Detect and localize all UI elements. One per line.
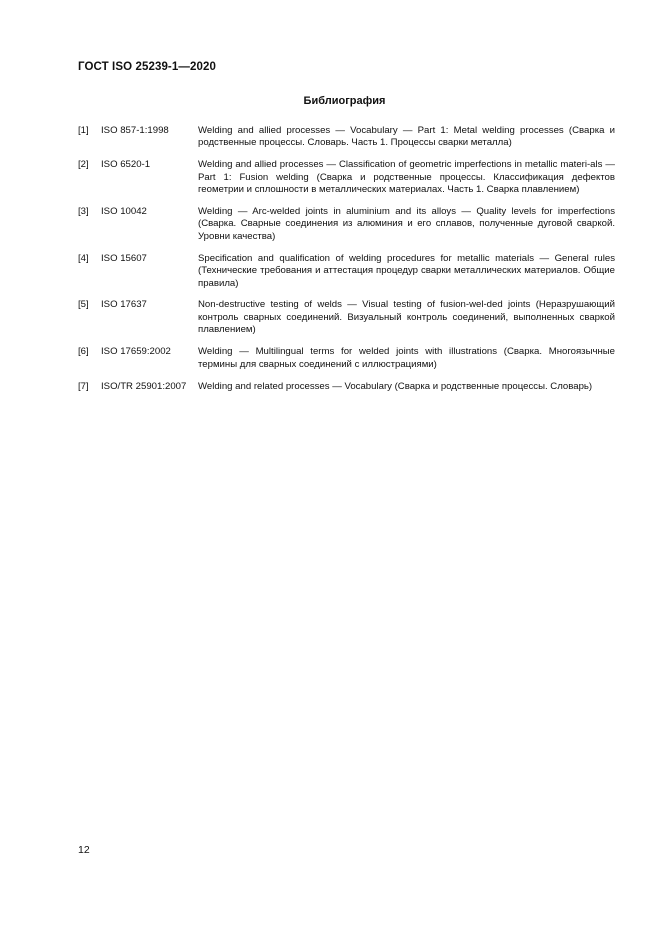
bibliography-entry [78,159,615,196]
entry-description: Specification and qualification of welding procedures for metallic materials — General rules (Технические требования и аттестация процедур сварки металлических материалов. Общие правила) [198,252,615,289]
bibliography-entry [78,346,615,371]
entry-description: Welding and related processes — Vocabulary (Сварка и родственные процессы. Словарь) [198,380,593,392]
entry-number: [1] [78,125,89,136]
entry-standard: ISO/TR 25901:2007 [101,380,187,392]
bibliography-entry [78,125,615,150]
bibliography-entry [78,299,615,336]
entry-number: [4] [78,252,89,264]
bibliography-entry [78,381,615,393]
entry-description: Welding — Multilingual terms for welded joints with illustrations (Сварка. Многоязычные термины для сварных соединений с иллюстрациями) [198,346,615,370]
entry-number: [7] [78,380,89,392]
entry-number: [5] [78,299,89,311]
entry-description: Welding and allied processes — Vocabulary — Part 1: Metal welding processes (Сварка и родственные процессы. Словарь. Часть 1. Процессы сварки металла) [198,125,615,149]
entry-description: Welding — Arc-welded joints in aluminium and its alloys — Quality levels for imperfections (Сварка. Сварные соединения из алюминия и его сплавов, полученные дуговой сваркой. Уровни качества) [198,206,615,242]
entry-description: Non-destructive testing of welds — Visual testing of fusion-wel-ded joints (Неразрушающий контроль сварных соединений. Визуальный контроль соединений, выполненных сваркой плавлением) [198,299,615,336]
section-title: Библиография [303,95,386,107]
entry-standard: ISO 15607 [101,252,147,264]
entry-number: [6] [78,346,89,358]
entry-description: Welding and allied processes — Classification of geometric imperfections in metallic materi-als — Part 1: Fusion welding (Сварка и родственные процессы. Классификация дефектов геометрии и сплошности в металлических материалах. Часть 1. Сварка плавлением) [198,159,615,196]
bibliography-entry [78,253,615,290]
entry-standard: ISO 17637 [101,299,147,311]
entry-standard: ISO 857-1:1998 [101,125,169,136]
entry-standard: ISO 10042 [101,206,147,218]
entry-number: [3] [78,206,89,218]
page-number: 12 [78,844,90,856]
entry-number: [2] [78,159,89,171]
document-code: ГОСТ ISO 25239-1—2020 [78,61,216,73]
bibliography-list [78,125,615,402]
bibliography-entry [78,206,615,243]
entry-standard: ISO 6520-1 [101,159,151,171]
entry-standard: ISO 17659:2002 [101,346,171,358]
